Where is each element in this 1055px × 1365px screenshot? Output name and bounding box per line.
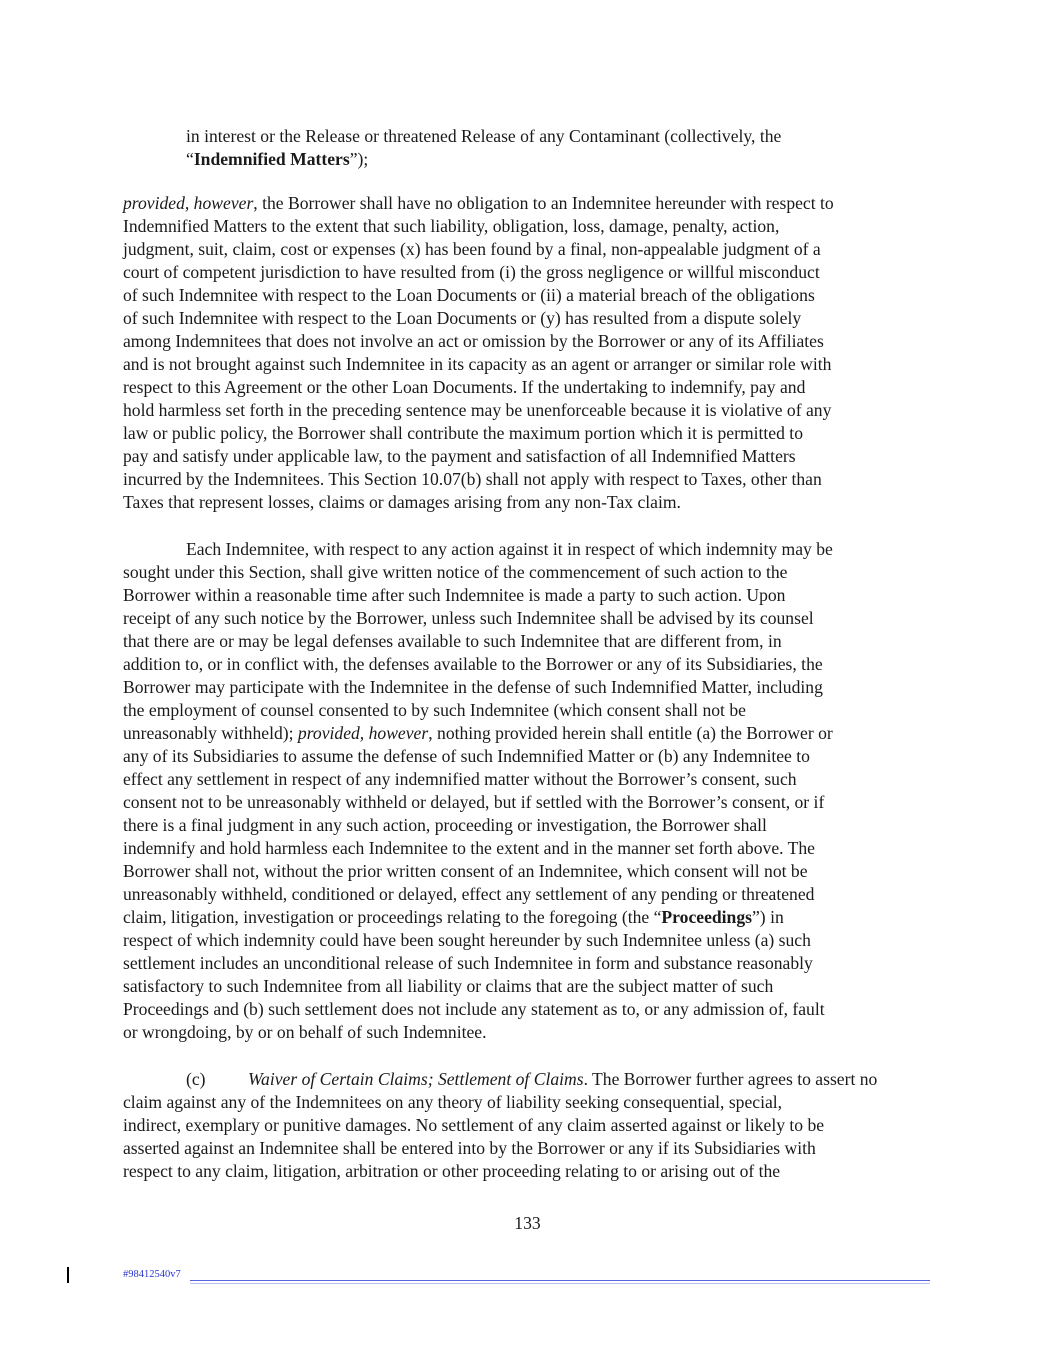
text-line: [186, 148, 368, 171]
text-line: [123, 353, 831, 376]
text-segment: court of competent jurisdiction to have resulted from (i) the gross negligence or willful misconduct: [123, 262, 820, 282]
text-segment: that there are or may be legal defenses available to such Indemnitee that are different from, in: [123, 631, 782, 651]
text-line: [123, 676, 823, 699]
text-line: [123, 1021, 487, 1044]
text-segment: claim, litigation, investigation or proceedings relating to the foregoing (the “: [123, 907, 662, 927]
text-segment: , nothing provided herein shall entitle (a) the Borrower or: [428, 723, 833, 743]
text-line: [123, 998, 825, 1021]
text-segment: Borrower within a reasonable time after such Indemnitee is made a party to such action. Upon: [123, 585, 786, 605]
text-segment: Taxes that represent losses, claims or damages arising from any non-Tax claim.: [123, 492, 681, 512]
text-line: [123, 699, 746, 722]
text-segment: in interest or the Release or threatened Release of any Contaminant (collectively, the: [186, 126, 782, 146]
text-segment: ”) in: [752, 907, 784, 927]
footer-rule-secondary: [190, 1283, 930, 1284]
page-number: 133: [514, 1213, 541, 1233]
text-line: [123, 307, 801, 330]
text-segment: unreasonably withheld, conditioned or delayed, effect any settlement of any pending or threatened: [123, 884, 815, 904]
text-segment: receipt of any such notice by the Borrower, unless such Indemnitee shall be advised by its counsel: [123, 608, 814, 628]
footer-rule: [190, 1280, 930, 1281]
text-line: [123, 607, 814, 630]
text-line: [123, 860, 808, 883]
text-line: [123, 445, 796, 468]
text-line: [123, 722, 833, 745]
text-segment: pay and satisfy under applicable law, to the payment and satisfaction of all Indemnified Matters: [123, 446, 796, 466]
text-line: [123, 745, 810, 768]
text-line: [123, 399, 831, 422]
defined-term: Indemnified Matters: [193, 149, 350, 169]
text-line: [186, 538, 833, 561]
emphasis-text: provided, however: [297, 723, 429, 743]
text-segment: , the Borrower shall have no obligation to an Indemnitee hereunder with respect to: [253, 193, 834, 213]
text-line: [123, 768, 797, 791]
text-line: [123, 584, 785, 607]
text-segment: (c): [186, 1069, 206, 1089]
text-segment: asserted against an Indemnitee shall be entered into by the Borrower or any if its Subsidiaries with: [123, 1138, 816, 1158]
text-line: [123, 837, 815, 860]
text-line: [123, 1114, 824, 1137]
text-segment: sought under this Section, shall give written notice of the commencement of such action to the: [123, 562, 788, 582]
text-line: [123, 883, 814, 906]
text-segment: of such Indemnitee with respect to the Loan Documents or (ii) a material breach of the obligations: [123, 285, 815, 305]
text-line: [123, 192, 834, 215]
document-id-link[interactable]: #98412540v7: [123, 1269, 181, 1280]
text-line: [123, 215, 779, 238]
defined-term: Proceedings: [661, 907, 752, 927]
text-line: [123, 468, 822, 491]
text-line: [123, 653, 823, 676]
text-segment: unreasonably withheld);: [123, 723, 298, 743]
text-line: [248, 1068, 877, 1091]
text-line: [123, 791, 824, 814]
revision-change-bar: [67, 1267, 69, 1283]
text-segment: consent not to be unreasonably withheld or delayed, but if settled with the Borrower’s consent, or if: [123, 792, 825, 812]
text-segment: Borrower may participate with the Indemnitee in the defense of such Indemnified Matter, including: [123, 677, 823, 697]
text-segment: “: [186, 149, 194, 169]
text-segment: effect any settlement in respect of any indemnified matter without the Borrower’s consent, such: [123, 769, 797, 789]
text-line: [123, 261, 820, 284]
text-segment: law or public policy, the Borrower shall contribute the maximum portion which it is permitted to: [123, 423, 803, 443]
text-segment: Indemnified Matters to the extent that such liability, obligation, loss, damage, penalty, action,: [123, 216, 780, 236]
text-line: [123, 330, 824, 353]
text-line: [123, 284, 815, 307]
text-segment: respect of which indemnity could have been sought hereunder by such Indemnitee unless (a) such: [123, 930, 811, 950]
emphasis-text: provided, however: [123, 193, 254, 213]
text-segment: respect to any claim, litigation, arbitration or other proceeding relating to or arising out of the: [123, 1161, 781, 1181]
text-line: [123, 1160, 780, 1183]
text-segment: Proceedings and (b) such settlement does not include any statement as to, or any admission of, fault: [123, 999, 825, 1019]
text-segment: addition to, or in conflict with, the defenses available to the Borrower or any of its Subsidiaries, the: [123, 654, 823, 674]
text-segment: hold harmless set forth in the preceding sentence may be unenforceable because it is violative of any: [123, 400, 832, 420]
text-segment: ”);: [349, 149, 369, 169]
text-line: [123, 422, 803, 445]
text-segment: Each Indemnitee, with respect to any action against it in respect of which indemnity may be: [186, 539, 833, 559]
emphasis-text: Waiver of Certain Claims; Settlement of Claims: [248, 1069, 584, 1089]
text-segment: indemnify and hold harmless each Indemnitee to the extent and in the manner set forth above. The: [123, 838, 815, 858]
text-segment: judgment, suit, claim, cost or expenses (x) has been found by a final, non-appealable judgment of a: [123, 239, 821, 259]
text-line: [123, 1137, 816, 1160]
text-segment: there is a final judgment in any such action, proceeding or investigation, the Borrower shall: [123, 815, 767, 835]
text-segment: respect to this Agreement or the other Loan Documents. If the undertaking to indemnify, pay and: [123, 377, 806, 397]
text-segment: and is not brought against such Indemnitee in its capacity as an agent or arranger or similar role with: [123, 354, 832, 374]
text-line: [123, 491, 681, 514]
text-segment: satisfactory to such Indemnitee from all liability or claims that are the subject matter of such: [123, 976, 774, 996]
text-line: [123, 906, 784, 929]
text-line: [123, 952, 813, 975]
text-line: [186, 125, 781, 148]
text-segment: among Indemnitees that does not involve an act or omission by the Borrower or any of its Affiliates: [123, 331, 824, 351]
text-line: [123, 929, 811, 952]
text-line: [123, 561, 788, 584]
text-line: [123, 238, 821, 261]
text-segment: settlement includes an unconditional release of such Indemnitee in form and substance reasonably: [123, 953, 813, 973]
text-line: [186, 1068, 206, 1091]
text-segment: any of its Subsidiaries to assume the defense of such Indemnified Matter or (b) any Indemnitee to: [123, 746, 810, 766]
text-line: [123, 814, 767, 837]
text-segment: claim against any of the Indemnitees on any theory of liability seeking consequential, special,: [123, 1092, 783, 1112]
text-segment: of such Indemnitee with respect to the Loan Documents or (y) has resulted from a dispute solely: [123, 308, 802, 328]
text-line: [123, 975, 773, 998]
text-segment: . The Borrower further agrees to assert no: [583, 1069, 878, 1089]
text-segment: or wrongdoing, by or on behalf of such Indemnitee.: [123, 1022, 487, 1042]
text-segment: Borrower shall not, without the prior written consent of an Indemnitee, which consent will not be: [123, 861, 808, 881]
text-segment: indirect, exemplary or punitive damages. No settlement of any claim asserted against or likely to be: [123, 1115, 825, 1135]
text-segment: the employment of counsel consented to by such Indemnitee (which consent shall not be: [123, 700, 746, 720]
text-line: [123, 630, 782, 653]
text-line: [123, 376, 805, 399]
text-line: [123, 1091, 782, 1114]
text-segment: incurred by the Indemnitees. This Section 10.07(b) shall not apply with respect to Taxes, other than: [123, 469, 822, 489]
